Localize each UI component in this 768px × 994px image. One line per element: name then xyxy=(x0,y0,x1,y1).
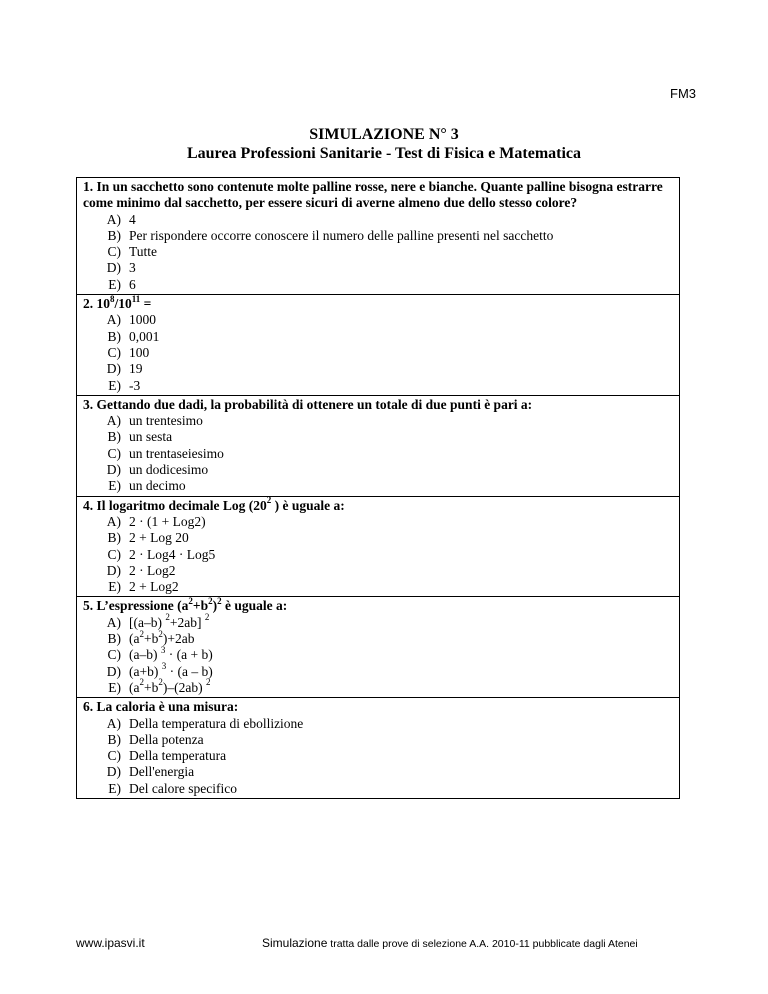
option-letter: B) xyxy=(107,631,121,647)
text-part: /10 xyxy=(114,296,132,312)
option-letter: B) xyxy=(107,731,121,747)
answer-option xyxy=(83,478,674,494)
option-letter: B) xyxy=(107,530,121,546)
text-part: )–(2ab) xyxy=(162,679,206,695)
superscript: 3 xyxy=(160,644,166,655)
superscript: 2 xyxy=(204,612,210,623)
superscript: 2 xyxy=(165,612,170,623)
text-part: (a–b) xyxy=(129,647,161,663)
option-text: 2 + Log 20 xyxy=(129,530,189,546)
option-letter: B) xyxy=(107,227,121,243)
option-text: 2 · Log4 · Log5 xyxy=(129,546,216,562)
answer-option xyxy=(83,716,674,732)
answer-option xyxy=(83,212,674,228)
questions-table xyxy=(76,177,680,799)
option-letter: B) xyxy=(107,429,121,445)
answer-option xyxy=(83,530,674,546)
document-title xyxy=(0,125,768,163)
question-text xyxy=(83,495,674,514)
option-letter: A) xyxy=(106,513,121,529)
answer-option xyxy=(83,260,674,276)
superscript: 2 xyxy=(205,677,211,688)
text-part: = xyxy=(140,296,152,312)
option-text: Per rispondere occorre conoscere il numero delle palline presenti nel sacchetto xyxy=(129,227,554,243)
answer-option xyxy=(83,748,674,764)
option-text: un trentaseiesimo xyxy=(129,445,224,461)
question-text: 3. Gettando due dadi, la probabilità di ottenere un totale di due punti è pari a: xyxy=(83,396,533,412)
option-letter: A) xyxy=(106,715,121,731)
answer-option xyxy=(83,563,674,579)
option-text: Del calore specifico xyxy=(129,780,237,796)
option-text: 3 xyxy=(129,260,136,276)
answer-option xyxy=(83,781,674,797)
option-letter: C) xyxy=(107,748,121,764)
option-text: 1000 xyxy=(129,312,156,328)
text-part: (a xyxy=(129,679,140,695)
option-text: 2 · (1 + Log2) xyxy=(129,513,206,529)
option-text: Della temperatura di ebollizione xyxy=(129,715,304,731)
superscript: 2 xyxy=(208,595,213,606)
option-text: 100 xyxy=(129,344,150,360)
option-letter: D) xyxy=(106,462,121,478)
options-list xyxy=(83,716,674,797)
question-block xyxy=(77,395,679,496)
question-block xyxy=(77,178,679,294)
option-letter: D) xyxy=(106,361,121,377)
answer-option xyxy=(83,579,674,595)
answer-option xyxy=(83,277,674,293)
option-letter: D) xyxy=(106,260,121,276)
answer-option xyxy=(83,329,674,345)
superscript: 2 xyxy=(139,628,144,639)
option-letter: D) xyxy=(106,562,121,578)
text-part: ) è uguale a: xyxy=(271,497,345,513)
question-block xyxy=(77,294,679,395)
superscript: 8 xyxy=(110,293,115,304)
option-letter: A) xyxy=(106,614,121,630)
option-text xyxy=(129,644,213,663)
option-text: Tutte xyxy=(129,244,158,260)
question-block xyxy=(77,596,679,697)
text-part: ) xyxy=(212,598,218,614)
option-letter: C) xyxy=(107,445,121,461)
option-text: 19 xyxy=(129,361,143,377)
option-letter: E) xyxy=(108,679,121,695)
option-letter: E) xyxy=(108,276,121,292)
option-text: Dell'energia xyxy=(129,764,195,780)
text-part: [(a–b) xyxy=(129,614,166,630)
option-letter: A) xyxy=(106,413,121,429)
title-line-2: Laurea Professioni Sanitarie - Test di Fisica e Matematica xyxy=(186,145,582,162)
question-text: 6. La caloria è una misura: xyxy=(83,699,239,715)
option-letter: A) xyxy=(106,211,121,227)
answer-option xyxy=(83,429,674,445)
title-line-1: SIMULAZIONE N° 3 xyxy=(309,126,459,143)
options-list xyxy=(83,514,674,595)
text-part: +b xyxy=(144,631,159,647)
option-letter: C) xyxy=(107,647,121,663)
superscript: 3 xyxy=(161,661,167,672)
superscript: 2 xyxy=(266,495,272,506)
question-text xyxy=(83,595,674,614)
option-letter: C) xyxy=(107,244,121,260)
option-letter: E) xyxy=(108,780,121,796)
option-text: 0,001 xyxy=(129,328,160,344)
option-letter: E) xyxy=(108,377,121,393)
answer-option xyxy=(83,244,674,260)
text-part: 2. 10 xyxy=(83,296,110,312)
text-part: 4. Il logaritmo decimale Log (20 xyxy=(83,497,267,513)
text-part: è uguale a: xyxy=(221,598,288,614)
answer-option xyxy=(83,732,674,748)
answer-option xyxy=(83,462,674,478)
option-letter: C) xyxy=(107,546,121,562)
answer-option xyxy=(83,228,674,244)
answer-option xyxy=(83,361,674,377)
superscript: 2 xyxy=(158,628,163,639)
option-letter: E) xyxy=(108,579,121,595)
options-list xyxy=(83,413,674,494)
option-letter: E) xyxy=(108,478,121,494)
text-part: )+2ab xyxy=(162,631,195,647)
answer-option xyxy=(83,661,674,680)
option-text xyxy=(129,677,211,696)
option-text: un sesta xyxy=(129,429,173,445)
options-list xyxy=(83,612,674,696)
question-block xyxy=(77,496,679,597)
option-letter: D) xyxy=(106,663,121,679)
option-letter: C) xyxy=(107,344,121,360)
answer-option xyxy=(83,628,674,647)
text-part: +b xyxy=(144,679,159,695)
option-letter: A) xyxy=(106,312,121,328)
option-text: 2 · Log2 xyxy=(129,562,176,578)
option-text: 2 + Log2 xyxy=(129,579,179,595)
superscript: 2 xyxy=(139,677,144,688)
superscript: 2 xyxy=(217,595,222,606)
text-part: (a+b) xyxy=(129,663,162,679)
text-part: · (a + b) xyxy=(165,647,213,663)
footer-note xyxy=(262,936,638,950)
option-text: Della temperatura xyxy=(129,748,227,764)
option-text: 4 xyxy=(129,211,136,227)
option-text: un decimo xyxy=(129,478,186,494)
footer-site: www.ipasvi.it xyxy=(76,936,145,950)
option-letter: D) xyxy=(106,764,121,780)
superscript: 11 xyxy=(131,293,141,304)
answer-option xyxy=(83,413,674,429)
answer-option xyxy=(83,312,674,328)
text-part: +2ab] xyxy=(169,614,205,630)
option-text: 6 xyxy=(129,276,136,292)
answer-option xyxy=(83,644,674,663)
superscript: 2 xyxy=(158,677,163,688)
option-text: Della potenza xyxy=(129,731,204,747)
option-text: -3 xyxy=(129,377,141,393)
answer-option xyxy=(83,514,674,530)
answer-option xyxy=(83,547,674,563)
text-part: 5. L’espressione (a xyxy=(83,598,189,614)
superscript: 2 xyxy=(188,595,193,606)
text-part: (a xyxy=(129,631,140,647)
answer-option xyxy=(83,677,674,696)
question-text xyxy=(83,293,674,312)
footer-note-start: Simulazione xyxy=(262,936,328,950)
answer-option xyxy=(83,345,674,361)
answer-option xyxy=(83,378,674,394)
options-list xyxy=(83,312,674,393)
text-part: +b xyxy=(192,598,209,614)
question-text: 1. In un sacchetto sono contenute molte palline rosse, nere e bianche. Quante palline bisogna estrarre come minimo dal sacchetto, per essere sicuri di averne almeno due dello stesso colore? xyxy=(83,179,663,211)
options-list xyxy=(83,212,674,293)
text-part: · (a – b) xyxy=(166,663,213,679)
answer-option xyxy=(83,446,674,462)
option-text: un trentesimo xyxy=(129,413,203,429)
answer-option xyxy=(83,764,674,780)
option-letter: B) xyxy=(107,328,121,344)
footer-note-rest: tratta dalle prove di selezione A.A. 2010-11 pubblicate dagli Atenei xyxy=(327,938,638,950)
page-code: FM3 xyxy=(670,86,696,101)
answer-option xyxy=(83,612,674,631)
option-text: un dodicesimo xyxy=(129,462,209,478)
question-block xyxy=(77,697,679,798)
